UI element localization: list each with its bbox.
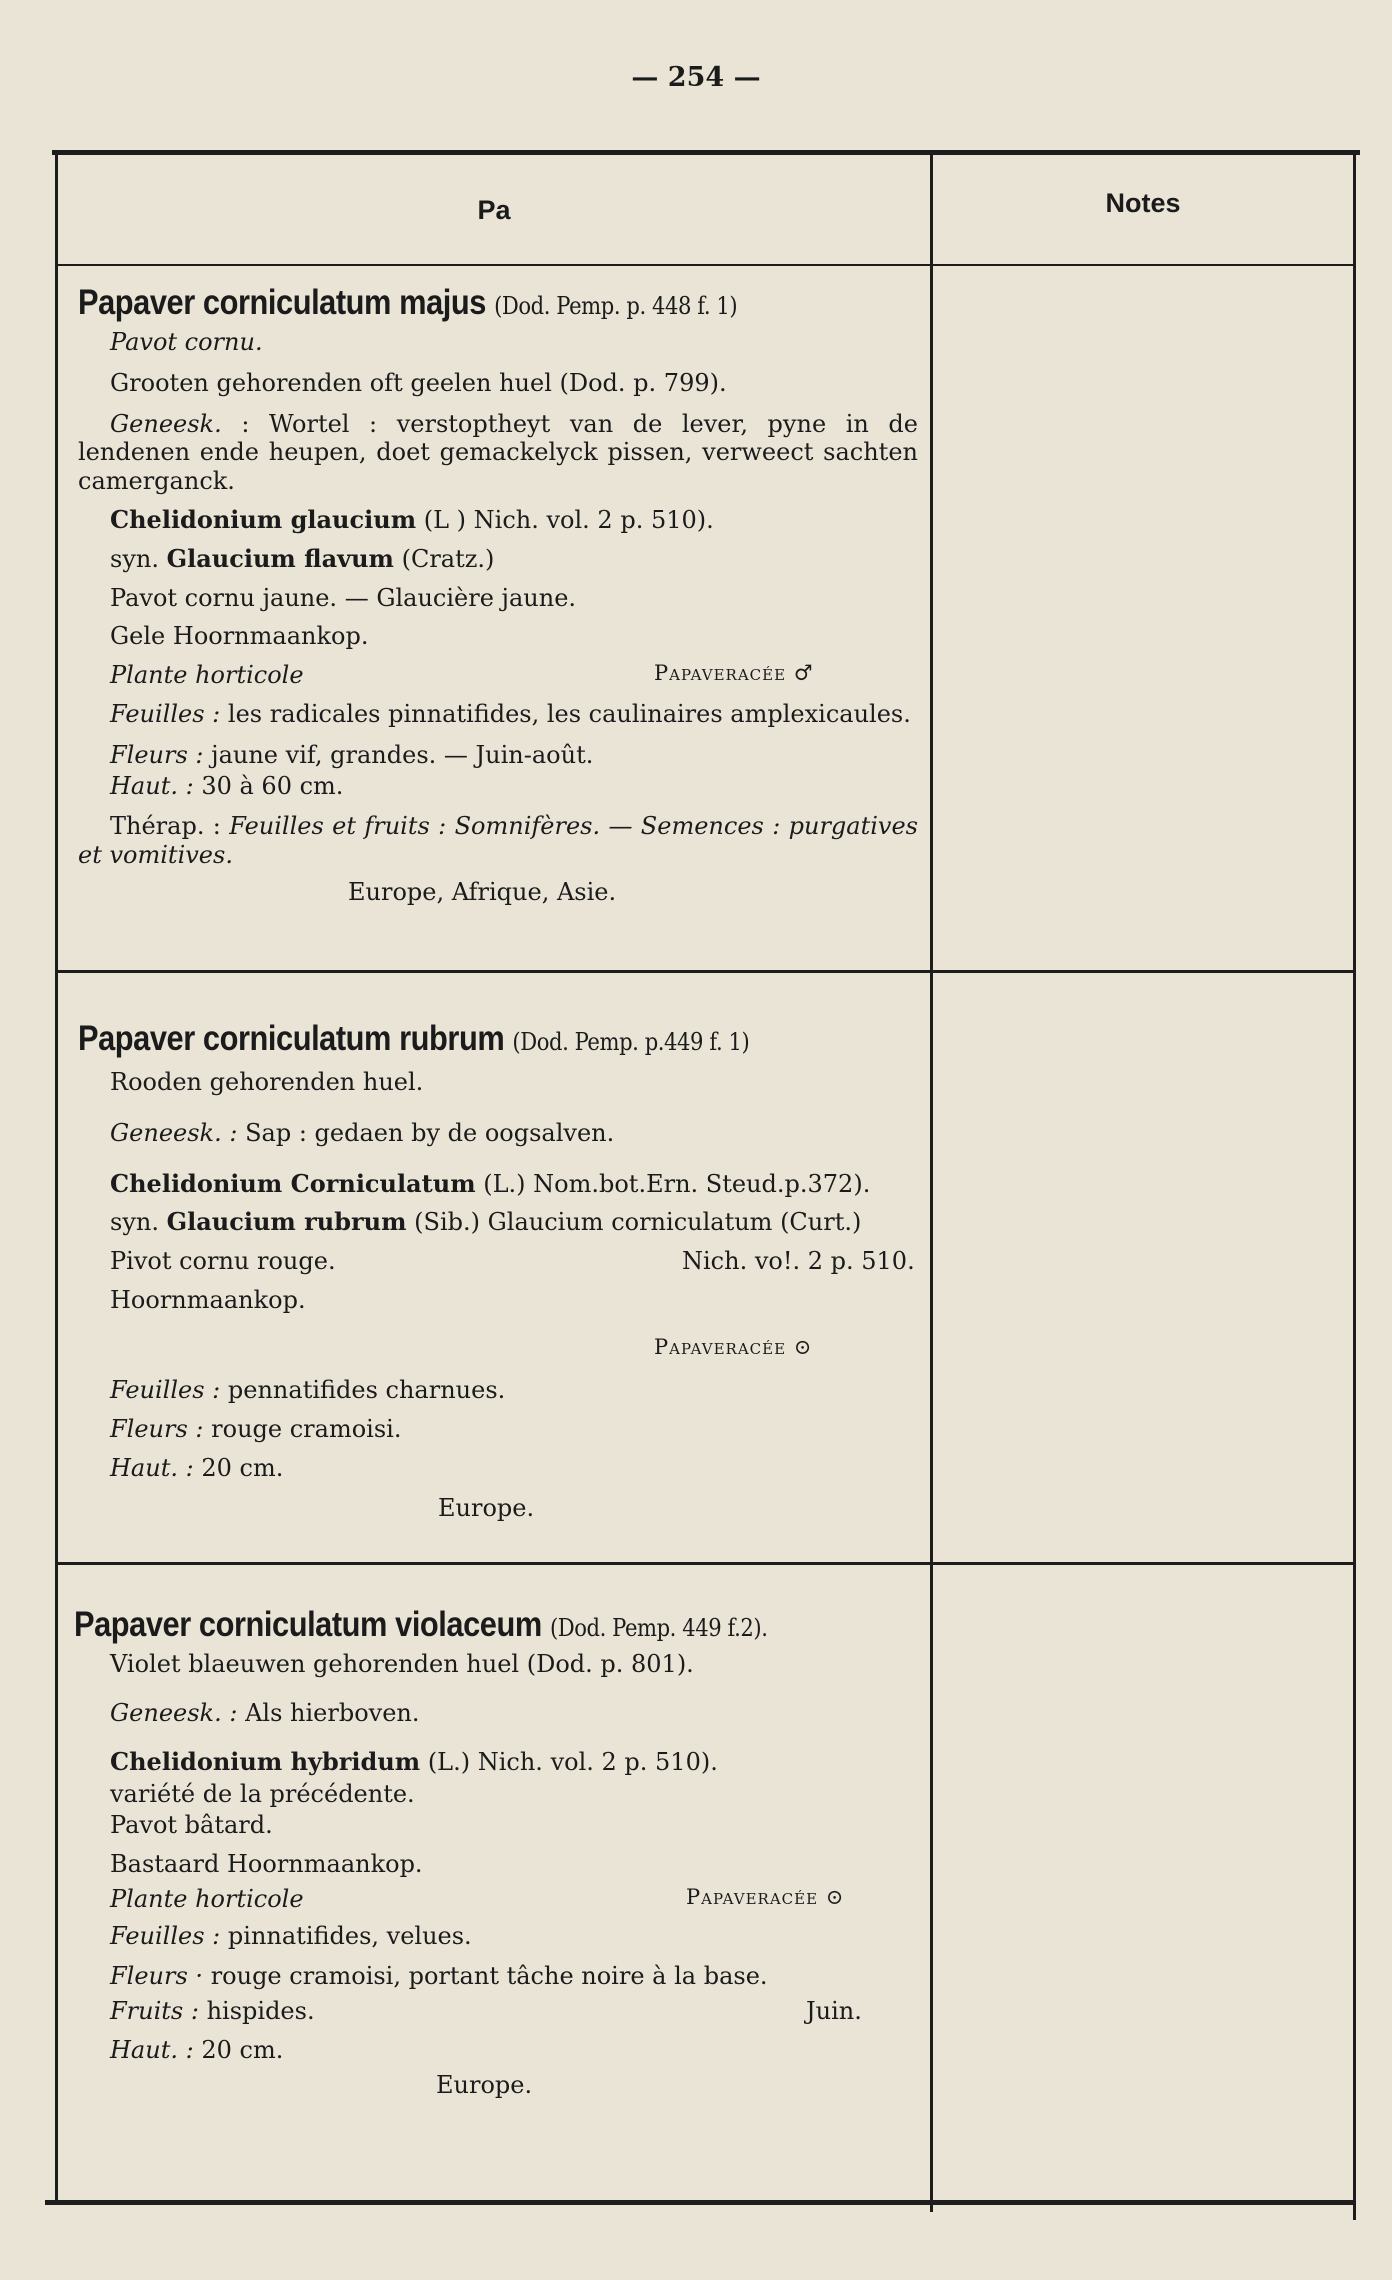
- therapy-label: Thérap. :: [110, 812, 221, 841]
- species-reference: (Dod. Pemp. 449 f.2).: [549, 1614, 768, 1642]
- height-label: Haut. :: [110, 2035, 194, 2064]
- entry-papaver-violaceum: [74, 1604, 914, 2100]
- height-line: [110, 1454, 918, 1483]
- entry-title: [78, 1018, 817, 1060]
- species-name: Papaver corniculatum majus: [78, 283, 486, 322]
- species-name: Papaver corniculatum rubrum: [78, 1019, 505, 1058]
- medicinal-text: Sap : gedaen by de oogsalven.: [245, 1118, 615, 1147]
- height-text: 30 à 60 cm.: [201, 771, 344, 800]
- flowers-line: [110, 1962, 914, 1991]
- leaves-line: [78, 700, 918, 729]
- medicinal-label: Geneesk.: [110, 409, 222, 438]
- entry-separator-2: [58, 1562, 1353, 1565]
- height-line: [110, 2036, 914, 2065]
- french-common: Pavot cornu jaune. — Glaucière jaune.: [110, 583, 577, 612]
- height-label: Haut. :: [110, 1453, 194, 1482]
- plant-type: Plante horticole: [110, 661, 304, 690]
- table-bottom-border: [45, 2200, 1353, 2205]
- leaves-text: les radicales pinnatifides, les caulinaires amplexicaules.: [227, 699, 911, 728]
- variety-note: variété de la précédente.: [110, 1780, 415, 1809]
- medicinal-use: [110, 1119, 918, 1148]
- leaves-label: Feuilles :: [110, 1375, 221, 1404]
- family-label: Papaveracée ⊙: [686, 1884, 845, 1909]
- table-top-border: [52, 150, 1360, 155]
- syn-name: Glaucium flavum: [166, 543, 394, 573]
- chelidonium-ref: (L.) Nich. vol. 2 p. 510).: [427, 1747, 718, 1776]
- medicinal-label: Geneesk. :: [110, 1698, 238, 1727]
- dutch-name: Rooden gehorenden huel.: [110, 1068, 424, 1096]
- region: Europe, Afrique, Asie.: [348, 877, 617, 906]
- flowers-line: [110, 741, 918, 770]
- chelidonium-line: [110, 1170, 918, 1199]
- leaves-text: pinnatifides, velues.: [227, 1921, 472, 1950]
- dutch-common: Hoornmaankop.: [110, 1285, 306, 1314]
- french-common-line: [110, 1247, 918, 1276]
- height-text: 20 cm.: [201, 1453, 284, 1482]
- entry-title: [78, 282, 817, 324]
- height-label: Haut. :: [110, 771, 194, 800]
- french-common: Pivot cornu rouge.: [110, 1247, 336, 1276]
- notes-column-header: Notes: [1105, 188, 1181, 218]
- leaves-line: [110, 1922, 914, 1951]
- flowers-text: rouge cramoisi, portant tâche noire à la base.: [210, 1962, 768, 1991]
- dutch-name: Violet blaeuwen gehorenden huel (Dod. p. 801).: [110, 1650, 694, 1678]
- plant-type-line: [110, 1885, 914, 1914]
- synonym-line: [110, 545, 918, 574]
- dutch-common: Gele Hoornmaankop.: [110, 622, 369, 651]
- medicinal-use: [78, 410, 918, 496]
- table-right-border: [1353, 152, 1356, 2220]
- leaves-label: Feuilles :: [110, 1921, 221, 1950]
- table-left-border: [55, 152, 58, 2200]
- flowers-text: jaune vif, grandes. — Juin-août.: [211, 740, 594, 769]
- flowers-label: Fleurs :: [110, 1414, 204, 1443]
- chelidonium-ref: (L ) Nich. vol. 2 p. 510).: [423, 505, 714, 534]
- plant-type-line: [110, 661, 918, 690]
- entry-papaver-majus: [78, 282, 918, 907]
- region: Europe.: [436, 2070, 533, 2099]
- header-separator: [58, 264, 1353, 266]
- syn-prefix: syn.: [110, 1208, 159, 1237]
- main-column-header: Pa: [477, 195, 511, 225]
- entry-separator-1: [58, 970, 1353, 973]
- syn-ref: (Sib.) Glaucium corniculatum (Curt.): [414, 1208, 862, 1237]
- height-text: 20 cm.: [201, 2035, 284, 2064]
- dutch-name: Grooten gehorenden oft geelen huel (Dod. p. 799).: [110, 368, 727, 397]
- flowers-text: rouge cramoisi.: [211, 1414, 402, 1443]
- synonym-line: [110, 1208, 918, 1237]
- entry-papaver-rubrum: [78, 1018, 918, 1523]
- height-line: [110, 772, 918, 801]
- chelidonium-ref: (L.) Nom.bot.Ern. Steud.p.372).: [483, 1169, 871, 1198]
- flowers-label: Fleurs ·: [110, 1962, 204, 1991]
- plant-type: Plante horticole: [110, 1884, 304, 1913]
- medicinal-label: Geneesk. :: [110, 1118, 238, 1147]
- french-common: Pavot bâtard.: [110, 1811, 273, 1840]
- species-name: Papaver corniculatum violaceum: [74, 1605, 542, 1644]
- medicinal-text: Als hierboven.: [245, 1698, 420, 1727]
- fruits-text: hispides.: [206, 1997, 315, 2026]
- dutch-common: Bastaard Hoornmaankop.: [110, 1849, 423, 1878]
- medicinal-text: : Wortel : verstoptheyt van de lever, pyne in de lendenen ende heupen, doet gemackelyck pissen, verweect sachten camerganck.: [78, 409, 919, 496]
- therapy-line: [78, 812, 918, 870]
- therapy-text: Feuilles et fruits : Somnifères. — Semences : purgatives et vomitives.: [78, 812, 918, 870]
- nicholson-ref: Nich. vo!. 2 p. 510.: [682, 1247, 915, 1276]
- leaves-line: [110, 1376, 918, 1405]
- chelidonium-line: [110, 506, 918, 535]
- species-reference: (Dod. Pemp. p. 448 f. 1): [494, 292, 738, 320]
- chelidonium-name: Chelidonium glaucium: [110, 504, 417, 534]
- chelidonium-name: Chelidonium Corniculatum: [110, 1168, 476, 1198]
- species-reference: (Dod. Pemp. p.449 f. 1): [512, 1028, 750, 1056]
- family-label: Papaveracée ⊙: [654, 1334, 813, 1359]
- fruiting-month: Juin.: [806, 1997, 862, 2026]
- medicinal-use: [110, 1699, 914, 1728]
- flowers-line: [110, 1415, 918, 1444]
- flowers-label: Fleurs :: [110, 740, 204, 769]
- chelidonium-line: [110, 1748, 914, 1777]
- leaves-label: Feuilles :: [110, 699, 221, 728]
- french-name: Pavot cornu.: [110, 328, 263, 356]
- region: Europe.: [438, 1494, 535, 1523]
- leaves-text: pennatifides charnues.: [227, 1375, 506, 1404]
- fruits-line: [110, 1997, 914, 2026]
- column-divider: [930, 152, 933, 2212]
- fruits-label: Fruits :: [110, 1997, 199, 2026]
- page-number: — 254 —: [631, 62, 761, 93]
- entry-title: [74, 1604, 813, 1646]
- syn-name: Glaucium rubrum: [166, 1207, 407, 1237]
- syn-ref: (Cratz.): [401, 544, 495, 573]
- chelidonium-name: Chelidonium hybridum: [110, 1746, 421, 1776]
- family-label: Papaveracée ♂: [654, 661, 814, 686]
- syn-prefix: syn.: [110, 544, 159, 573]
